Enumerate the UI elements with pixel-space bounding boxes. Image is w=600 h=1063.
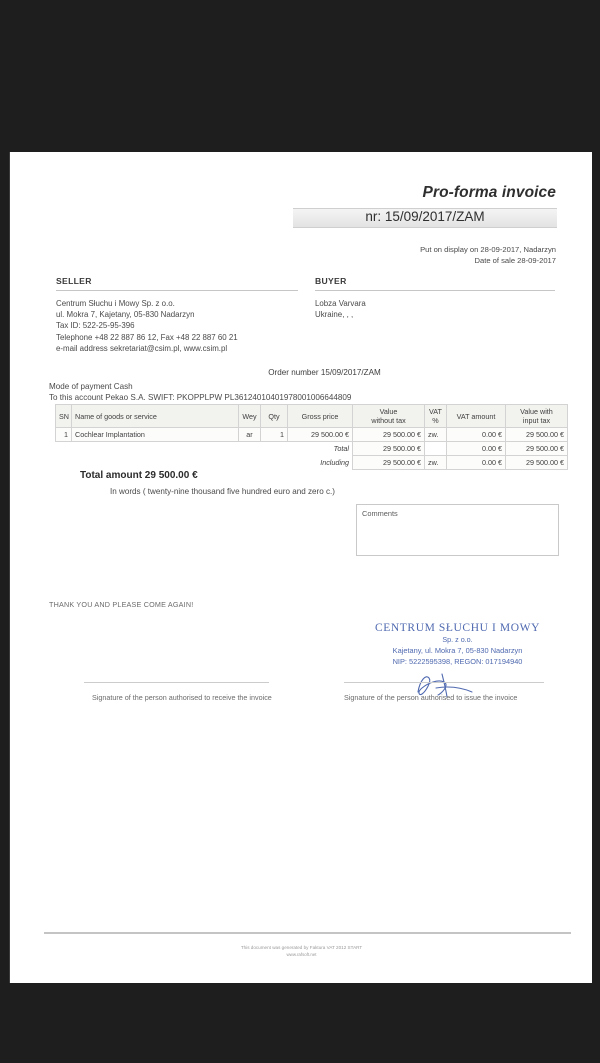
total-vat-amount: 0.00 € <box>447 442 506 456</box>
header-value-without-tax-line2: without tax <box>371 416 406 425</box>
thank-you-text: THANK YOU AND PLEASE COME AGAIN! <box>49 600 194 609</box>
header-vat-percent-line1: VAT <box>429 407 442 416</box>
total-value-without-tax: 29 500.00 € <box>353 442 425 456</box>
header-value-without-tax-line1: Value <box>379 407 398 416</box>
header-vat-percent <box>425 405 447 428</box>
stamp-identifiers: NIP: 5222595398, REGON: 017194940 <box>392 657 523 666</box>
seller-label: SELLER <box>56 276 92 286</box>
generator-website: www.rafsoft.net <box>286 952 317 957</box>
cell-vat-amount: 0.00 € <box>447 428 506 442</box>
buyer-label: BUYER <box>315 276 347 286</box>
cell-sn: 1 <box>56 428 72 442</box>
header-wey: Wey <box>239 405 261 428</box>
company-stamp <box>350 622 565 666</box>
date-of-sale-text: Date of sale 28-09-2017 <box>474 256 556 265</box>
including-label: Including <box>56 456 353 470</box>
stamp-address: Kajetany, ul. Mokra 7, 05-830 Nadarzyn <box>392 646 523 655</box>
stamp-title: CENTRUM SŁUCHU I MOWY <box>375 622 540 634</box>
cell-qty: 1 <box>261 428 288 442</box>
buyer-line-1: Lobza Varvara <box>315 299 366 308</box>
comments-label: Comments <box>362 509 398 518</box>
total-amount: Total amount 29 500.00 € <box>80 470 198 481</box>
account-number-line: To this account Pekao S.A. SWIFT: PKOPPLPW PL36124010401978001006644809 <box>49 393 352 402</box>
seller-line-5: e-mail address sekretariat@csim.pl, www.csim.pl <box>56 343 228 353</box>
header-value-with-input-tax <box>506 405 568 428</box>
seller-line-2: ul. Mokra 7, Kajetany, 05-830 Nadarzyn <box>56 310 195 320</box>
signature-issue-label: Signature of the person authorised to issue the invoice <box>344 693 518 702</box>
header-sn: SN <box>56 405 72 428</box>
page-title: Pro-forma invoice <box>422 184 556 201</box>
buyer-divider <box>315 290 555 291</box>
seller-line-4: Telephone +48 22 887 86 12, Fax +48 22 887 60 21 <box>56 332 238 342</box>
items-table <box>55 404 568 470</box>
mode-of-payment: Mode of payment Cash <box>49 382 133 391</box>
buyer-line-2: Ukraine, , , <box>315 310 354 320</box>
table-header-row <box>56 405 568 428</box>
including-row <box>56 456 568 470</box>
cell-gross-price: 29 500.00 € <box>288 428 353 442</box>
table-row <box>56 428 568 442</box>
invoice-number: nr: 15/09/2017/ZAM <box>365 209 485 224</box>
seller-line-3: Tax ID: 522-25-95-396 <box>56 321 135 331</box>
signature-receive-label: Signature of the person authorised to receive the invoice <box>92 693 272 702</box>
total-label: Total <box>56 442 353 456</box>
put-on-display-text: Put on display on 28-09-2017, Nadarzyn <box>420 245 556 254</box>
cell-name: Cochlear Implantation <box>72 428 239 442</box>
header-value-with-input-tax-line1: Value with <box>520 407 553 416</box>
generated-by-text: This document was generated by Faktura VAT 2012 START <box>240 945 363 950</box>
header-vat-percent-line2: % <box>432 416 439 425</box>
total-vat-percent <box>425 442 447 456</box>
cell-wey: ar <box>239 428 261 442</box>
cell-value-without-tax: 29 500.00 € <box>353 428 425 442</box>
footer-divider <box>44 932 571 934</box>
signature-rule-left <box>84 682 269 683</box>
header-gross-price: Gross price <box>288 405 353 428</box>
header-vat-amount: VAT amount <box>447 405 506 428</box>
buyer-block <box>315 276 555 320</box>
seller-block <box>56 276 298 354</box>
header-value-with-input-tax-line2: input tax <box>522 416 551 425</box>
including-vat-percent: zw. <box>425 456 447 470</box>
seller-line-1: Centrum Słuchu i Mowy Sp. z o.o. <box>56 299 175 308</box>
amount-in-words: In words ( twenty-nine thousand five hundred euro and zero c.) <box>110 487 335 496</box>
total-row <box>56 442 568 456</box>
cell-value-with-input-tax: 29 500.00 € <box>506 428 568 442</box>
cell-vat-percent: zw. <box>425 428 447 442</box>
including-value-with-input-tax: 29 500.00 € <box>506 456 568 470</box>
order-number: Order number 15/09/2017/ZAM <box>268 368 381 377</box>
total-value-with-input-tax: 29 500.00 € <box>506 442 568 456</box>
header-name: Name of goods or service <box>72 405 239 428</box>
stamp-subtitle: Sp. z o.o. <box>442 635 473 644</box>
including-value-without-tax: 29 500.00 € <box>353 456 425 470</box>
including-vat-amount: 0.00 € <box>447 456 506 470</box>
invoice-page <box>9 152 592 983</box>
header-value-without-tax <box>353 405 425 428</box>
header-qty: Qty <box>261 405 288 428</box>
signature-rule-right <box>344 682 544 683</box>
seller-divider <box>56 290 298 291</box>
